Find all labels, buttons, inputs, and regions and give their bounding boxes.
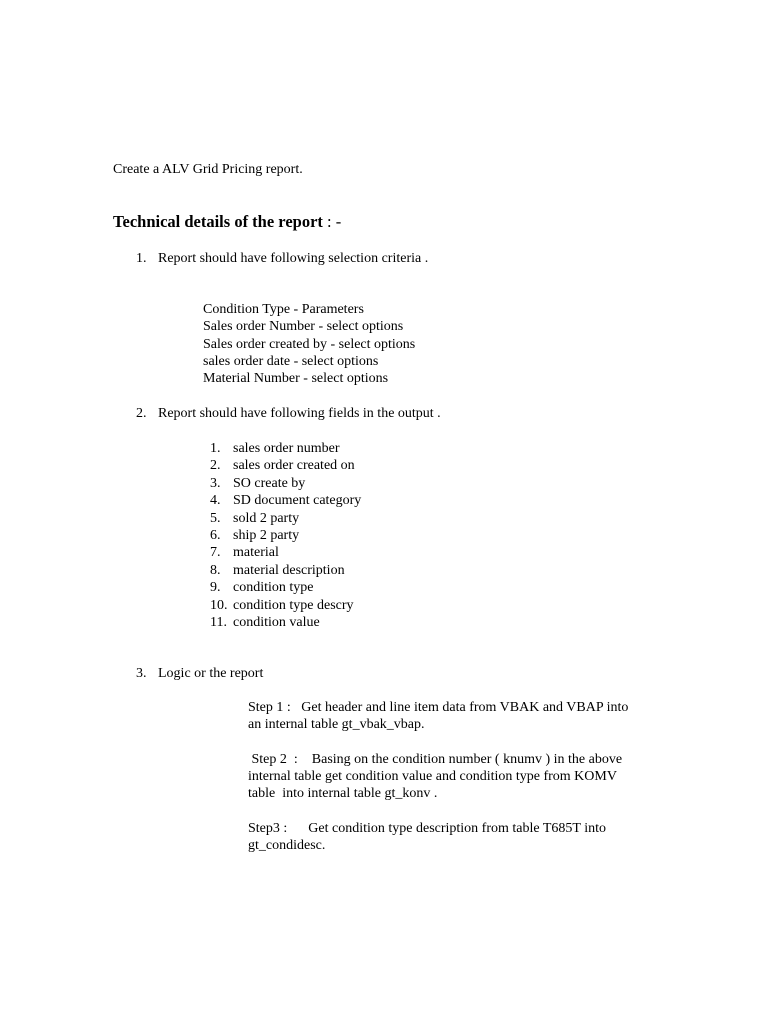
field-text: sold 2 party xyxy=(233,510,300,526)
section-3-text: Logic or the report xyxy=(158,666,264,681)
field-text: SD document category xyxy=(233,493,362,509)
section-heading xyxy=(113,212,341,232)
field-number: 1. xyxy=(210,441,221,456)
criteria-item: Condition Type - Parameters xyxy=(203,302,364,317)
field-text: condition type xyxy=(233,580,314,596)
intro-text: Create a ALV Grid Pricing report. xyxy=(113,162,303,177)
heading-separator: : - xyxy=(322,212,342,231)
field-text: material xyxy=(233,545,279,561)
field-text: condition type descry xyxy=(233,597,354,613)
logic-step-3: Step3 : Get condition type description from table T685T into gt_condidesc. xyxy=(248,821,606,853)
section-2-number: 2. xyxy=(136,406,147,421)
field-text: sales order created on xyxy=(233,458,355,474)
field-text: SO create by xyxy=(233,475,306,491)
field-number: 10. xyxy=(210,597,228,613)
field-number: 3. xyxy=(210,475,221,491)
criteria-item: Material Number - select options xyxy=(203,371,389,387)
logic-step-2: Step 2 : Basing on the condition number ( knumv ) in the above internal table get condition value and condition type from KOMV table into internal table gt_konv . xyxy=(248,752,623,801)
field-number: 6. xyxy=(210,527,221,543)
field-number: 11. xyxy=(210,614,227,630)
section-3-number: 3. xyxy=(136,666,147,681)
section-2-text: Report should have following fields in the output . xyxy=(158,406,441,421)
field-number: 7. xyxy=(210,545,221,561)
criteria-item: Sales order Number - select options xyxy=(203,319,404,335)
heading-title: Technical details of the report xyxy=(113,212,323,231)
field-text: ship 2 party xyxy=(233,527,300,543)
field-text: material description xyxy=(233,562,345,578)
field-number: 8. xyxy=(210,562,221,578)
logic-step-1: Step 1 : Get header and line item data from VBAK and VBAP into an internal table gt_vbak_vbap. xyxy=(248,700,629,732)
field-text: sales order number xyxy=(233,441,340,456)
section-1-text: Report should have following selection criteria . xyxy=(158,251,429,266)
criteria-item: sales order date - select options xyxy=(203,353,379,369)
field-number: 2. xyxy=(210,458,221,474)
criteria-item: Sales order created by - select options xyxy=(203,336,416,352)
field-number: 9. xyxy=(210,580,221,596)
field-number: 4. xyxy=(210,493,221,509)
field-text: condition value xyxy=(233,614,320,630)
selection-criteria-list xyxy=(203,301,415,387)
field-number: 5. xyxy=(210,510,221,526)
section-1-number: 1. xyxy=(136,251,147,266)
